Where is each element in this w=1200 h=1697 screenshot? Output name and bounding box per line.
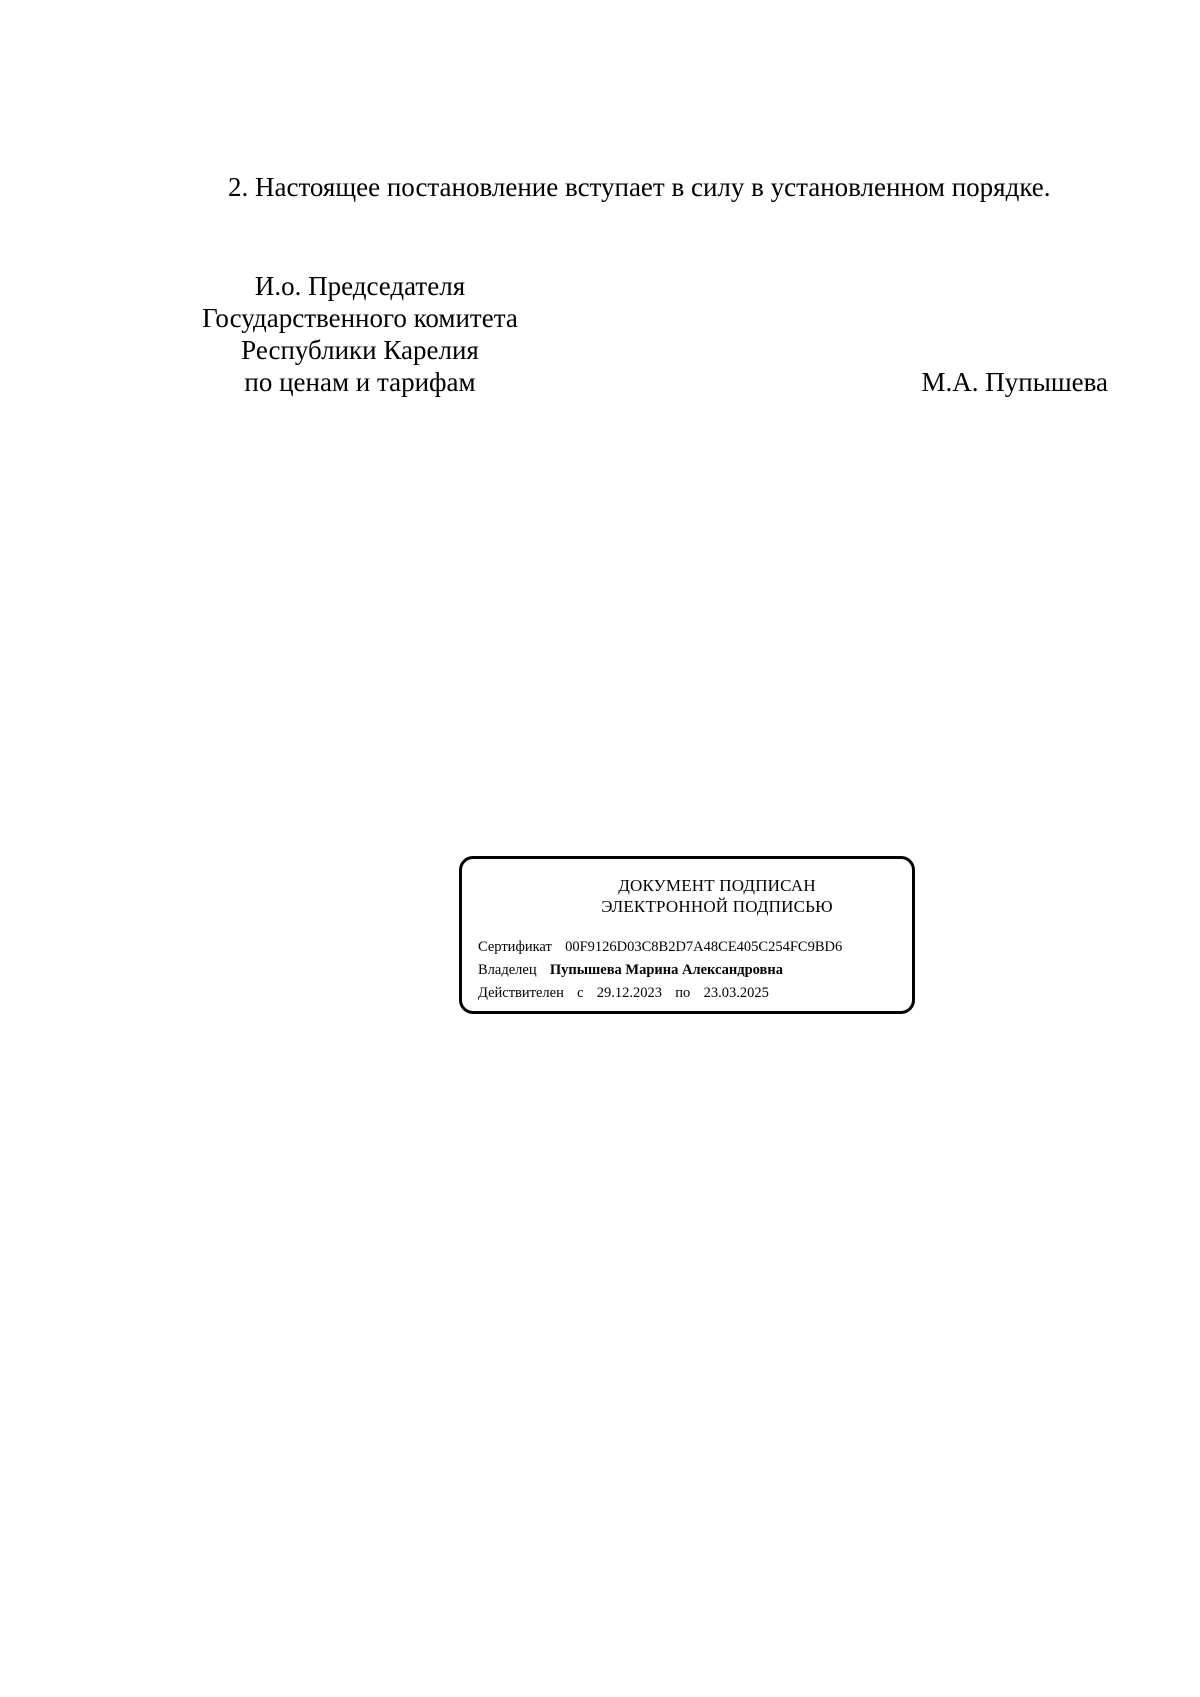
stamp-valid-from-prefix: с: [577, 985, 584, 1001]
stamp-heading: [462, 875, 912, 917]
stamp-certificate-label: Сертификат: [478, 939, 552, 955]
clause-text: 2. Настоящее постановление вступает в силу в установленном порядке.: [228, 172, 1051, 202]
signatory-position: [160, 270, 560, 398]
stamp-certificate-row: [478, 936, 842, 959]
signatory-position-line: Республики Карелия: [241, 335, 479, 365]
stamp-valid-from: 29.12.2023: [596, 985, 663, 1001]
stamp-heading-line: ДОКУМЕНТ ПОДПИСАН: [618, 876, 816, 895]
stamp-heading-line: ЭЛЕКТРОННОЙ ПОДПИСЬЮ: [601, 897, 833, 916]
stamp-validity-row: [478, 982, 842, 1005]
stamp-certificate-value: 00F9126D03C8B2D7A48CE405C254FC9BD6: [565, 939, 843, 955]
stamp-valid-to: 23.03.2025: [703, 985, 769, 1001]
stamp-owner-row: [478, 959, 842, 982]
signatory-name: М.А. Пупышева: [921, 367, 1108, 397]
stamp-valid-to-prefix: по: [675, 985, 691, 1001]
signatory-position-line: Государственного комитета: [202, 303, 518, 333]
stamp-owner-value: Пупышева Марина Александровна: [549, 962, 783, 978]
signatory-position-line: по ценам и тарифам: [244, 367, 476, 397]
stamp-owner-label: Владелец: [478, 962, 537, 978]
stamp-valid-label: Действителен: [478, 985, 564, 1001]
stamp-details: [478, 936, 842, 1005]
signatory-position-line: И.о. Председателя: [254, 271, 466, 301]
electronic-signature-stamp: [459, 856, 915, 1014]
